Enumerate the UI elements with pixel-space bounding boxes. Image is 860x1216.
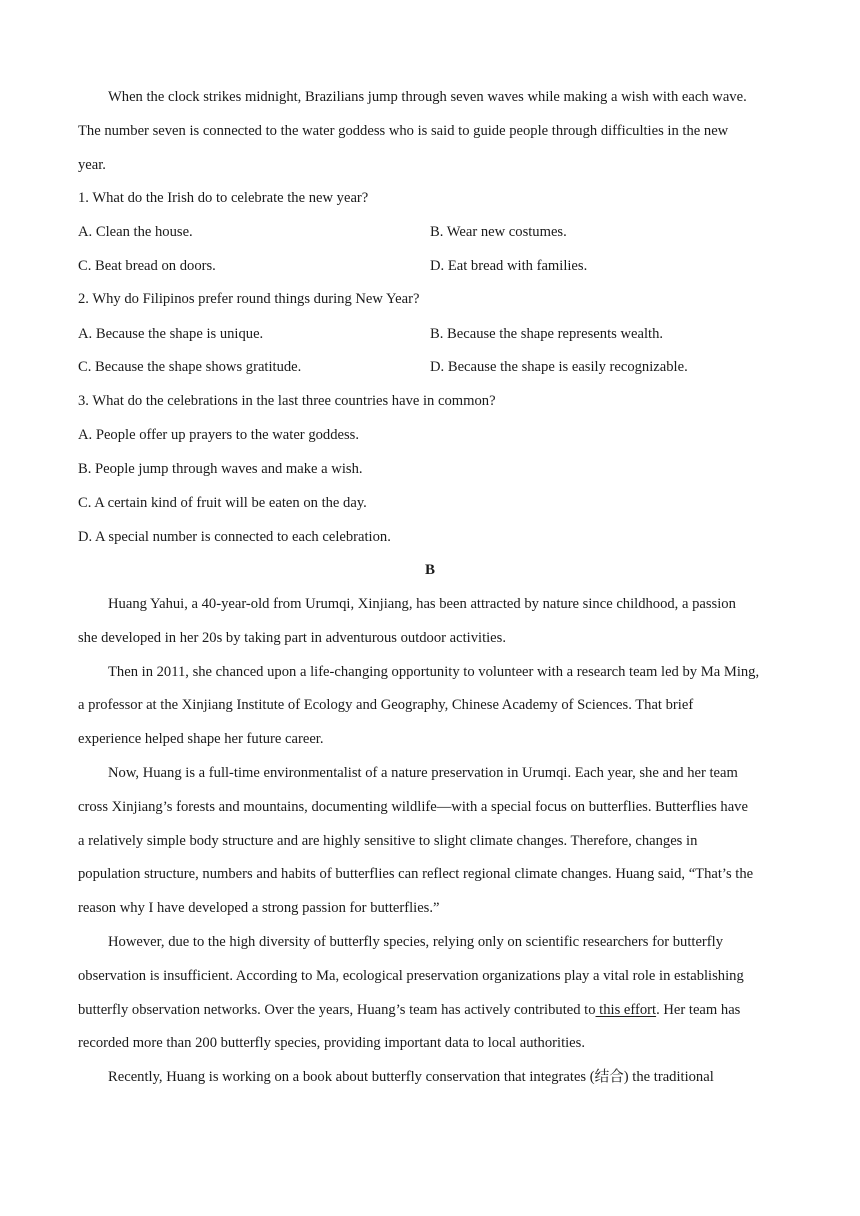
paragraph-line: reason why I have developed a strong passion for butterflies.”: [78, 900, 440, 916]
question-stem: 1. What do the Irish do to celebrate the new year?: [78, 190, 369, 206]
paragraph-line: [78, 1000, 740, 1020]
text-segment: butterfly observation networks. Over the years, Huang’s team has actively contributed to: [78, 1002, 596, 1018]
paragraph-line: The number seven is connected to the water goddess who is said to guide people through difficulties in the new: [78, 123, 729, 139]
paragraph-line: cross Xinjiang’s forests and mountains, documenting wildlife—with a special focus on butterflies. Butterflies have: [78, 799, 748, 815]
answer-option: C. Because the shape shows gratitude.: [78, 359, 302, 375]
paragraph-line: a professor at the Xinjiang Institute of Ecology and Geography, Chinese Academy of Sciences. That brief: [78, 697, 694, 713]
answer-option: B. Because the shape represents wealth.: [430, 326, 664, 342]
answer-option: A. Clean the house.: [78, 224, 193, 240]
underlined-phrase: this effort: [595, 1002, 657, 1018]
answer-option: D. A special number is connected to each celebration.: [78, 529, 391, 545]
paragraph-line: a relatively simple body structure and are highly sensitive to slight climate changes. Therefore, changes in: [78, 833, 698, 849]
paragraph-line: Now, Huang is a full-time environmentalist of a nature preservation in Urumqi. Each year, she and her team: [108, 765, 738, 781]
answer-option: D. Because the shape is easily recognizable.: [430, 359, 688, 375]
answer-option: A. People offer up prayers to the water goddess.: [78, 427, 359, 443]
paragraph-line: Recently, Huang is working on a book about butterfly conservation that integrates (结合) the traditional: [108, 1069, 714, 1085]
section-heading: B: [424, 562, 435, 578]
answer-option: B. Wear new costumes.: [430, 224, 567, 240]
paragraph-line: year.: [78, 157, 106, 173]
answer-option: D. Eat bread with families.: [430, 258, 588, 274]
answer-option: B. People jump through waves and make a wish.: [78, 461, 363, 477]
question-stem: 3. What do the celebrations in the last three countries have in common?: [78, 393, 496, 409]
paragraph-line: experience helped shape her future career.: [78, 731, 324, 747]
answer-option: A. Because the shape is unique.: [78, 326, 264, 342]
paragraph-line: recorded more than 200 butterfly species, providing important data to local authorities.: [78, 1035, 585, 1051]
answer-option: C. A certain kind of fruit will be eaten on the day.: [78, 495, 367, 511]
paragraph-line: However, due to the high diversity of butterfly species, relying only on scientific researchers for butterfly: [108, 934, 723, 950]
text-segment: . Her team has: [656, 1002, 741, 1018]
paragraph-line: observation is insufficient. According to Ma, ecological preservation organizations play a vital role in establishing: [78, 968, 744, 984]
paragraph-line: Huang Yahui, a 40-year-old from Urumqi, Xinjiang, has been attracted by nature since childhood, a passion: [108, 596, 736, 612]
paragraph-line: When the clock strikes midnight, Brazilians jump through seven waves while making a wish with each wave.: [108, 89, 747, 105]
question-stem: 2. Why do Filipinos prefer round things during New Year?: [78, 291, 420, 307]
paragraph-line: she developed in her 20s by taking part in adventurous outdoor activities.: [78, 630, 506, 646]
answer-option: C. Beat bread on doors.: [78, 258, 216, 274]
paragraph-line: Then in 2011, she chanced upon a life-changing opportunity to volunteer with a research team led by Ma Ming,: [108, 664, 760, 680]
paragraph-line: population structure, numbers and habits of butterflies can reflect regional climate changes. Huang said, “That’s the: [78, 866, 754, 882]
